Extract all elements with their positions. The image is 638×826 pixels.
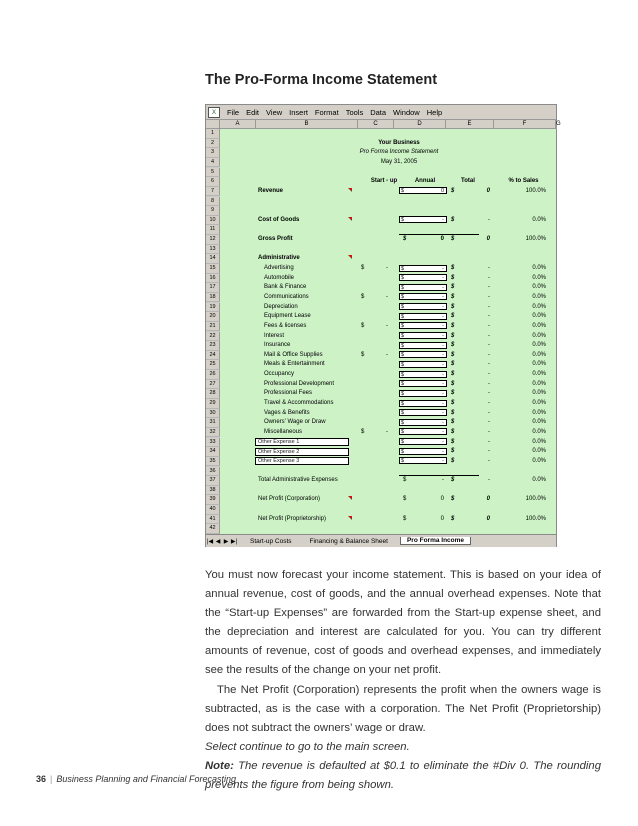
expense-label-interest: Interest — [264, 332, 285, 339]
expense-annual-input-other-expense-1-currency: $ — [401, 439, 405, 446]
expense-total-currency-mail-office-supplies: $ — [451, 351, 455, 358]
expense-pct-equipment-lease: 0.0% — [532, 313, 546, 320]
row-header-6[interactable]: 6 — [206, 177, 220, 187]
expense-startup-currency-mail-office-supplies: $ — [361, 351, 365, 358]
expense-name-input-other-expense-3[interactable] — [255, 457, 349, 465]
expense-label-fees-licenses: Fees & licenses — [264, 322, 307, 329]
expense-total-professional-development: - — [488, 380, 490, 387]
net-profit-prop-annual: 0 — [440, 515, 444, 522]
column-header-c[interactable]: C — [358, 120, 394, 129]
menu-window[interactable]: Window — [393, 107, 420, 117]
expense-pct-owners-wage-or-draw: 0.0% — [532, 419, 546, 426]
row-header-15[interactable]: 15 — [206, 264, 220, 274]
sheet-grid[interactable] — [220, 129, 556, 534]
expense-pct-occupancy: 0.0% — [532, 371, 546, 378]
row-header-11[interactable]: 11 — [206, 225, 220, 235]
expense-total-equipment-lease: - — [488, 313, 490, 320]
next-sheet-button[interactable]: ▶ — [223, 538, 229, 545]
row-header-13[interactable]: 13 — [206, 245, 220, 255]
expense-total-currency-equipment-lease: $ — [451, 313, 455, 320]
expense-total-mail-office-supplies: - — [488, 351, 490, 358]
expense-total-currency-interest: $ — [451, 332, 455, 339]
row-header-1[interactable]: 1 — [206, 129, 220, 139]
row-header-28[interactable]: 28 — [206, 389, 220, 399]
row-header-2[interactable]: 2 — [206, 139, 220, 149]
expense-annual-input-meals-entertainment[interactable] — [399, 361, 447, 368]
comment-indicator-icon[interactable] — [348, 217, 352, 221]
expense-annual-input-professional-development[interactable] — [399, 380, 447, 387]
expense-annual-input-miscellaneous[interactable] — [399, 428, 447, 435]
total-admin-label: Total Administrative Expenses — [258, 477, 338, 484]
expense-label-professional-fees: Professional Fees — [264, 390, 313, 397]
expense-annual-input-interest-value: - — [442, 333, 444, 339]
row-header-20[interactable]: 20 — [206, 312, 220, 322]
gross-profit-total-currency: $ — [451, 236, 455, 243]
cogs-label: Cost of Goods — [258, 216, 300, 223]
expense-annual-input-meals-entertainment-value: - — [442, 361, 444, 368]
gross-profit-pct: 100.0% — [525, 236, 546, 243]
expense-annual-input-insurance-value: - — [442, 342, 444, 349]
expense-total-currency-fees-licenses: $ — [451, 322, 455, 329]
expense-annual-input-other-expense-2[interactable] — [399, 448, 447, 455]
expense-label-mail-office-supplies: Mail & Office Supplies — [264, 351, 323, 358]
expense-total-interest: - — [488, 332, 490, 339]
paragraph-continue: Select continue to go to the main screen. — [205, 740, 410, 753]
column-header-b[interactable]: B — [256, 120, 358, 129]
row-header-19[interactable]: 19 — [206, 303, 220, 313]
expense-annual-input-other-expense-3-currency: $ — [401, 458, 405, 465]
expense-total-insurance: - — [488, 342, 490, 349]
net-profit-corp-pct: 100.0% — [525, 496, 546, 503]
expense-total-currency-professional-development: $ — [451, 380, 455, 387]
expense-pct-other-expense-1: 0.0% — [532, 438, 546, 445]
row-header-27[interactable]: 27 — [206, 380, 220, 390]
menu-help[interactable]: Help — [426, 107, 443, 117]
menu-tools[interactable]: Tools — [345, 107, 364, 117]
expense-pct-meals-entertainment: 0.0% — [532, 361, 546, 368]
expense-annual-input-owners-wage-or-draw-value: - — [442, 419, 444, 426]
column-header-a[interactable]: A — [220, 120, 256, 129]
expense-total-currency-travel-accommodations: $ — [451, 400, 455, 406]
expense-pct-vages-benefits: 0.0% — [532, 409, 546, 416]
expense-annual-input-professional-fees[interactable] — [399, 390, 447, 397]
expense-label-meals-entertainment: Meals & Entertainment — [264, 361, 325, 368]
company-name: Your Business — [378, 139, 420, 146]
row-header-29[interactable]: 29 — [206, 399, 220, 409]
row-header-17[interactable]: 17 — [206, 283, 220, 293]
expense-label-miscellaneous: Miscellaneous — [264, 428, 303, 435]
expense-annual-input-other-expense-3-value: - — [442, 458, 444, 465]
paragraph-net-profit: The Net Profit (Corporation) represents the profit when the owners wage is subtracted, as is the case with a corporation. The Net Profit (Proprietorship) does not subtract the owners’ wage or draw. — [205, 683, 601, 734]
expense-total-automobile: - — [488, 274, 490, 281]
expense-total-other-expense-1: - — [488, 438, 490, 445]
expense-annual-input-automobile[interactable] — [399, 274, 447, 281]
expense-annual-input-automobile-value: - — [442, 275, 444, 282]
expense-annual-input-miscellaneous-value: - — [442, 429, 444, 436]
expense-total-owners-wage-or-draw: - — [488, 419, 490, 426]
sheet-tab-pro-forma-income[interactable]: Pro Forma Income — [400, 537, 471, 545]
expense-annual-input-occupancy[interactable] — [399, 371, 447, 378]
expense-pct-professional-development: 0.0% — [532, 380, 546, 387]
expense-name-input-other-expense-1[interactable] — [255, 438, 349, 446]
expense-annual-input-insurance[interactable] — [399, 342, 447, 349]
statement-date: May 31, 2005 — [380, 158, 418, 165]
row-header-42[interactable]: 42 — [206, 524, 220, 534]
expense-total-currency-vages-benefits: $ — [451, 409, 455, 416]
comment-indicator-icon[interactable] — [348, 188, 352, 192]
expense-total-currency-advertising: $ — [451, 265, 455, 271]
column-header-e[interactable]: E — [446, 120, 494, 129]
header-pct-sales: % to Sales — [508, 178, 539, 185]
expense-pct-fees-licenses: 0.0% — [532, 322, 546, 329]
expense-label-bank-finance: Bank & Finance — [264, 284, 307, 291]
row-header-21[interactable]: 21 — [206, 322, 220, 332]
row-header-12[interactable]: 12 — [206, 235, 220, 245]
expense-annual-input-occupancy-currency: $ — [401, 371, 405, 378]
row-header-24[interactable]: 24 — [206, 351, 220, 361]
expense-annual-input-vages-benefits[interactable] — [399, 409, 447, 416]
expense-annual-input-bank-finance[interactable] — [399, 284, 447, 291]
page-footer — [36, 774, 236, 784]
row-header-31[interactable]: 31 — [206, 418, 220, 428]
expense-pct-interest: 0.0% — [532, 332, 546, 339]
sheet-tab-start-up-costs[interactable]: Start-up Costs — [250, 537, 292, 545]
expense-total-currency-insurance: $ — [451, 342, 455, 349]
row-header-38[interactable]: 38 — [206, 486, 220, 496]
row-header-4[interactable]: 4 — [206, 158, 220, 168]
expense-total-meals-entertainment: - — [488, 361, 490, 368]
menu-bar — [206, 105, 556, 120]
expense-pct-professional-fees: 0.0% — [532, 390, 546, 397]
expense-startup-currency-communications: $ — [361, 293, 365, 300]
revenue-label: Revenue — [258, 187, 284, 194]
expense-annual-input-fees-licenses-value: - — [442, 323, 444, 330]
expense-total-currency-owners-wage-or-draw: $ — [451, 419, 455, 426]
expense-annual-input-occupancy-value: - — [442, 371, 444, 378]
revenue-pct: 100.0% — [525, 187, 546, 194]
expense-annual-input-mail-office-supplies-value: - — [442, 352, 444, 359]
net-profit-corp-annual: 0 — [440, 496, 444, 503]
note-text: The revenue is defaulted at $0.1 to eliminate the #Div 0. The rounding prevents the figure from being shown. — [205, 759, 602, 792]
expense-total-other-expense-2: - — [488, 448, 490, 455]
expense-label-other-expense-2: Other Expense 2 — [258, 448, 300, 455]
expense-annual-input-professional-development-currency: $ — [401, 381, 405, 388]
expense-startup-mail-office-supplies: - — [386, 351, 388, 358]
row-header-23[interactable]: 23 — [206, 341, 220, 351]
expense-label-other-expense-1: Other Expense 1 — [258, 438, 300, 445]
expense-label-automobile: Automobile — [264, 274, 295, 281]
row-header-3[interactable]: 3 — [206, 148, 220, 158]
footer-separator: | — [50, 774, 53, 784]
expense-label-equipment-lease: Equipment Lease — [264, 313, 311, 320]
expense-label-travel-accommodations: Travel & Accommodations — [264, 400, 334, 406]
net-profit-prop-total-currency: $ — [451, 515, 455, 522]
expense-annual-input-professional-development-value: - — [442, 381, 444, 388]
expense-label-advertising: Advertising — [264, 265, 294, 271]
cogs-total-currency: $ — [451, 216, 455, 223]
expense-annual-input-miscellaneous-currency: $ — [401, 429, 405, 436]
expense-total-miscellaneous: - — [488, 428, 490, 435]
expense-total-fees-licenses: - — [488, 322, 490, 329]
expense-total-communications: - — [488, 293, 490, 300]
expense-annual-input-advertising-currency: $ — [401, 265, 405, 272]
expense-annual-input-equipment-lease[interactable] — [399, 313, 447, 320]
expense-annual-input-owners-wage-or-draw-currency: $ — [401, 419, 405, 426]
expense-annual-input-depreciation-currency: $ — [401, 304, 405, 311]
row-header-7[interactable]: 7 — [206, 187, 220, 197]
expense-annual-input-equipment-lease-value: - — [442, 313, 444, 320]
net-profit-corp-total: 0 — [486, 496, 490, 503]
expense-label-insurance: Insurance — [264, 342, 291, 349]
body-text — [205, 566, 601, 795]
row-header-8[interactable]: 8 — [206, 197, 220, 207]
expense-total-depreciation: - — [488, 303, 490, 310]
total-admin-pct: 0.0% — [532, 477, 546, 484]
row-header-40[interactable]: 40 — [206, 505, 220, 515]
expense-total-currency-bank-finance: $ — [451, 284, 455, 291]
expense-pct-communications: 0.0% — [532, 293, 546, 300]
expense-annual-input-travel-accommodations-value: - — [442, 400, 444, 407]
net-profit-prop-pct: 100.0% — [525, 515, 546, 522]
gross-profit-label: Gross Profit — [258, 236, 293, 243]
expense-total-currency-other-expense-2: $ — [451, 448, 455, 455]
first-sheet-button[interactable]: |◀ — [206, 538, 214, 545]
spreadsheet-window — [205, 104, 561, 547]
expense-annual-input-advertising[interactable] — [399, 265, 447, 272]
revenue-input[interactable] — [399, 187, 447, 194]
header-total: Total — [461, 178, 475, 185]
expense-total-currency-communications: $ — [451, 293, 455, 300]
gross-profit-annual: 0 — [440, 236, 444, 243]
expense-total-currency-depreciation: $ — [451, 303, 455, 310]
excel-app-icon[interactable]: X — [208, 107, 220, 118]
expense-annual-input-mail-office-supplies-currency: $ — [401, 352, 405, 359]
expense-annual-input-meals-entertainment-currency: $ — [401, 361, 405, 368]
revenue-input-currency: $ — [401, 188, 405, 195]
cogs-input-currency: $ — [401, 217, 405, 224]
revenue-total: 0 — [486, 187, 490, 194]
gross-profit-total: 0 — [486, 236, 490, 243]
expense-pct-other-expense-3: 0.0% — [532, 457, 546, 464]
row-header-10[interactable]: 10 — [206, 216, 220, 226]
expense-annual-input-fees-licenses[interactable] — [399, 322, 447, 329]
expense-label-occupancy: Occupancy — [264, 371, 295, 378]
expense-annual-input-interest-currency: $ — [401, 333, 405, 339]
column-header-d[interactable]: D — [394, 120, 446, 129]
expense-annual-input-other-expense-1[interactable] — [399, 438, 447, 445]
sheet-tab-bar — [206, 534, 556, 547]
comment-indicator-icon[interactable] — [348, 496, 352, 500]
net-profit-corp-currency: $ — [403, 496, 407, 503]
row-header-22[interactable]: 22 — [206, 332, 220, 342]
total-admin-total: - — [488, 477, 490, 484]
expense-startup-miscellaneous: - — [386, 428, 388, 435]
expense-pct-advertising: 0.0% — [532, 265, 546, 271]
sheet-tab-financing-balance-sheet[interactable]: Financing & Balance Sheet — [309, 537, 388, 545]
expense-total-other-expense-3: - — [488, 457, 490, 464]
page-number: 36 — [36, 774, 47, 784]
column-header-g[interactable]: G — [556, 121, 561, 127]
expense-startup-advertising: - — [386, 265, 388, 271]
expense-annual-input-travel-accommodations[interactable] — [399, 400, 447, 407]
expense-label-other-expense-3: Other Expense 3 — [258, 458, 300, 465]
row-header-14[interactable]: 14 — [206, 254, 220, 264]
expense-startup-communications: - — [386, 293, 388, 300]
expense-annual-input-bank-finance-value: - — [442, 284, 444, 291]
row-header-35[interactable]: 35 — [206, 457, 220, 467]
expense-startup-fees-licenses: - — [386, 322, 388, 329]
expense-total-professional-fees: - — [488, 390, 490, 397]
expense-total-bank-finance: - — [488, 284, 490, 291]
total-admin-annual: - — [442, 477, 444, 484]
menu-view[interactable]: View — [266, 107, 283, 117]
menu-format[interactable]: Format — [314, 107, 339, 117]
expense-label-vages-benefits: Vages & Benefits — [264, 409, 310, 416]
expense-annual-input-depreciation-value: - — [442, 304, 444, 311]
net-profit-prop-label: Net Profit (Proprietorship) — [258, 515, 327, 522]
expense-total-currency-miscellaneous: $ — [451, 428, 455, 435]
expense-annual-input-communications-currency: $ — [401, 294, 405, 301]
expense-total-currency-professional-fees: $ — [451, 390, 455, 397]
expense-pct-miscellaneous: 0.0% — [532, 428, 546, 435]
cogs-pct: 0.0% — [532, 216, 546, 223]
statement-subtitle: Pro Forma Income Statement — [359, 149, 439, 156]
expense-annual-input-professional-fees-value: - — [442, 390, 444, 397]
total-admin-total-currency: $ — [451, 477, 455, 484]
expense-annual-input-other-expense-3[interactable] — [399, 457, 447, 464]
expense-annual-input-professional-fees-currency: $ — [401, 390, 405, 397]
comment-indicator-icon[interactable] — [348, 516, 352, 520]
net-profit-prop-total: 0 — [486, 515, 490, 522]
row-header-16[interactable]: 16 — [206, 274, 220, 284]
expense-total-vages-benefits: - — [488, 409, 490, 416]
row-header-33[interactable]: 33 — [206, 438, 220, 448]
row-header-36[interactable]: 36 — [206, 467, 220, 477]
expense-pct-mail-office-supplies: 0.0% — [532, 351, 546, 358]
expense-annual-input-other-expense-2-currency: $ — [401, 448, 405, 455]
last-sheet-button[interactable]: ▶| — [230, 538, 238, 545]
row-header-9[interactable]: 9 — [206, 206, 220, 216]
expense-total-occupancy: - — [488, 371, 490, 378]
net-profit-corp-label: Net Profit (Corporation) — [258, 496, 321, 503]
expense-annual-input-interest[interactable] — [399, 332, 447, 339]
prev-sheet-button[interactable]: ◀ — [215, 538, 221, 545]
expense-annual-input-communications-value: - — [442, 294, 444, 301]
expense-label-owners-wage-or-draw: Owners' Wage or Draw — [264, 419, 326, 426]
paragraph-forecast: You must now forecast your income statement. This is based on your idea of annual revenue, cost of goods, and the annual overhead expenses. Note that the “Start-up Expenses” are forwarded from the Start-up expense sheet, and the depreciation and interest are calculated for you. You can try different amounts of revenue, cost of goods and overhead expenses, and immediately see the results of the change on your net profit. — [205, 569, 601, 677]
comment-indicator-icon[interactable] — [348, 255, 352, 259]
net-profit-prop-currency: $ — [403, 515, 407, 522]
row-header-26[interactable]: 26 — [206, 370, 220, 380]
cogs-input-value: - — [442, 217, 444, 224]
expense-total-currency-other-expense-3: $ — [451, 457, 455, 464]
expense-annual-input-equipment-lease-currency: $ — [401, 313, 405, 320]
total-admin-currency: $ — [403, 477, 407, 484]
expense-pct-travel-accommodations: 0.0% — [532, 400, 546, 406]
row-header-34[interactable]: 34 — [206, 447, 220, 457]
cogs-total: - — [488, 216, 490, 223]
expense-pct-other-expense-2: 0.0% — [532, 448, 546, 455]
expense-total-currency-meals-entertainment: $ — [451, 361, 455, 368]
revenue-input-value: 0 — [440, 188, 444, 195]
row-header-37[interactable]: 37 — [206, 476, 220, 486]
header-startup: Start - up — [370, 178, 398, 185]
expense-annual-input-mail-office-supplies[interactable] — [399, 351, 447, 358]
expense-label-professional-development: Professional Development — [264, 380, 335, 387]
expense-total-currency-occupancy: $ — [451, 371, 455, 378]
expense-annual-input-owners-wage-or-draw[interactable] — [399, 419, 447, 426]
cogs-input[interactable] — [399, 216, 447, 223]
net-profit-corp-total-currency: $ — [451, 496, 455, 503]
paragraph-note — [205, 757, 601, 795]
expense-annual-input-depreciation[interactable] — [399, 303, 447, 310]
expense-total-currency-other-expense-1: $ — [451, 438, 455, 445]
expense-annual-input-automobile-currency: $ — [401, 275, 405, 282]
row-header-39[interactable]: 39 — [206, 495, 220, 505]
administrative-label: Administrative — [258, 255, 300, 262]
expense-name-input-other-expense-2[interactable] — [255, 448, 349, 456]
expense-annual-input-other-expense-2-value: - — [442, 448, 444, 455]
row-header-30[interactable]: 30 — [206, 409, 220, 419]
row-header-25[interactable]: 25 — [206, 360, 220, 370]
expense-annual-input-advertising-value: - — [442, 265, 444, 272]
expense-annual-input-fees-licenses-currency: $ — [401, 323, 405, 330]
expense-annual-input-vages-benefits-value: - — [442, 410, 444, 417]
row-header-41[interactable]: 41 — [206, 515, 220, 525]
menu-edit[interactable]: Edit — [246, 107, 260, 117]
expense-label-depreciation: Depreciation — [264, 303, 298, 310]
revenue-total-currency: $ — [451, 187, 455, 194]
select-all-corner[interactable] — [206, 120, 220, 129]
expense-total-currency-automobile: $ — [451, 274, 455, 281]
row-header-32[interactable]: 32 — [206, 428, 220, 438]
expense-annual-input-vages-benefits-currency: $ — [401, 410, 405, 417]
gross-profit-currency: $ — [403, 236, 407, 243]
expense-pct-automobile: 0.0% — [532, 274, 546, 281]
row-header-5[interactable]: 5 — [206, 168, 220, 178]
menu-data[interactable]: Data — [370, 107, 387, 117]
menu-file[interactable]: File — [227, 107, 240, 117]
expense-annual-input-bank-finance-currency: $ — [401, 284, 405, 291]
expense-total-advertising: - — [488, 265, 490, 271]
expense-pct-depreciation: 0.0% — [532, 303, 546, 310]
expense-annual-input-other-expense-1-value: - — [442, 439, 444, 446]
expense-annual-input-communications[interactable] — [399, 293, 447, 300]
expense-pct-insurance: 0.0% — [532, 342, 546, 349]
expense-label-communications: Communications — [264, 293, 309, 300]
note-label: Note: — [205, 759, 234, 772]
expense-startup-currency-advertising: $ — [361, 265, 365, 271]
book-title: Business Planning and Financial Forecasting — [56, 774, 236, 784]
expense-annual-input-travel-accommodations-currency: $ — [401, 400, 405, 407]
page-title: The Pro-Forma Income Statement — [205, 72, 438, 88]
row-header-18[interactable]: 18 — [206, 293, 220, 303]
header-annual: Annual — [414, 178, 436, 185]
menu-insert[interactable]: Insert — [289, 107, 308, 117]
expense-annual-input-insurance-currency: $ — [401, 342, 405, 349]
expense-total-travel-accommodations: - — [488, 400, 490, 406]
expense-pct-bank-finance: 0.0% — [532, 284, 546, 291]
expense-startup-currency-miscellaneous: $ — [361, 428, 365, 435]
column-header-f[interactable]: F — [494, 120, 556, 129]
expense-startup-currency-fees-licenses: $ — [361, 322, 365, 329]
